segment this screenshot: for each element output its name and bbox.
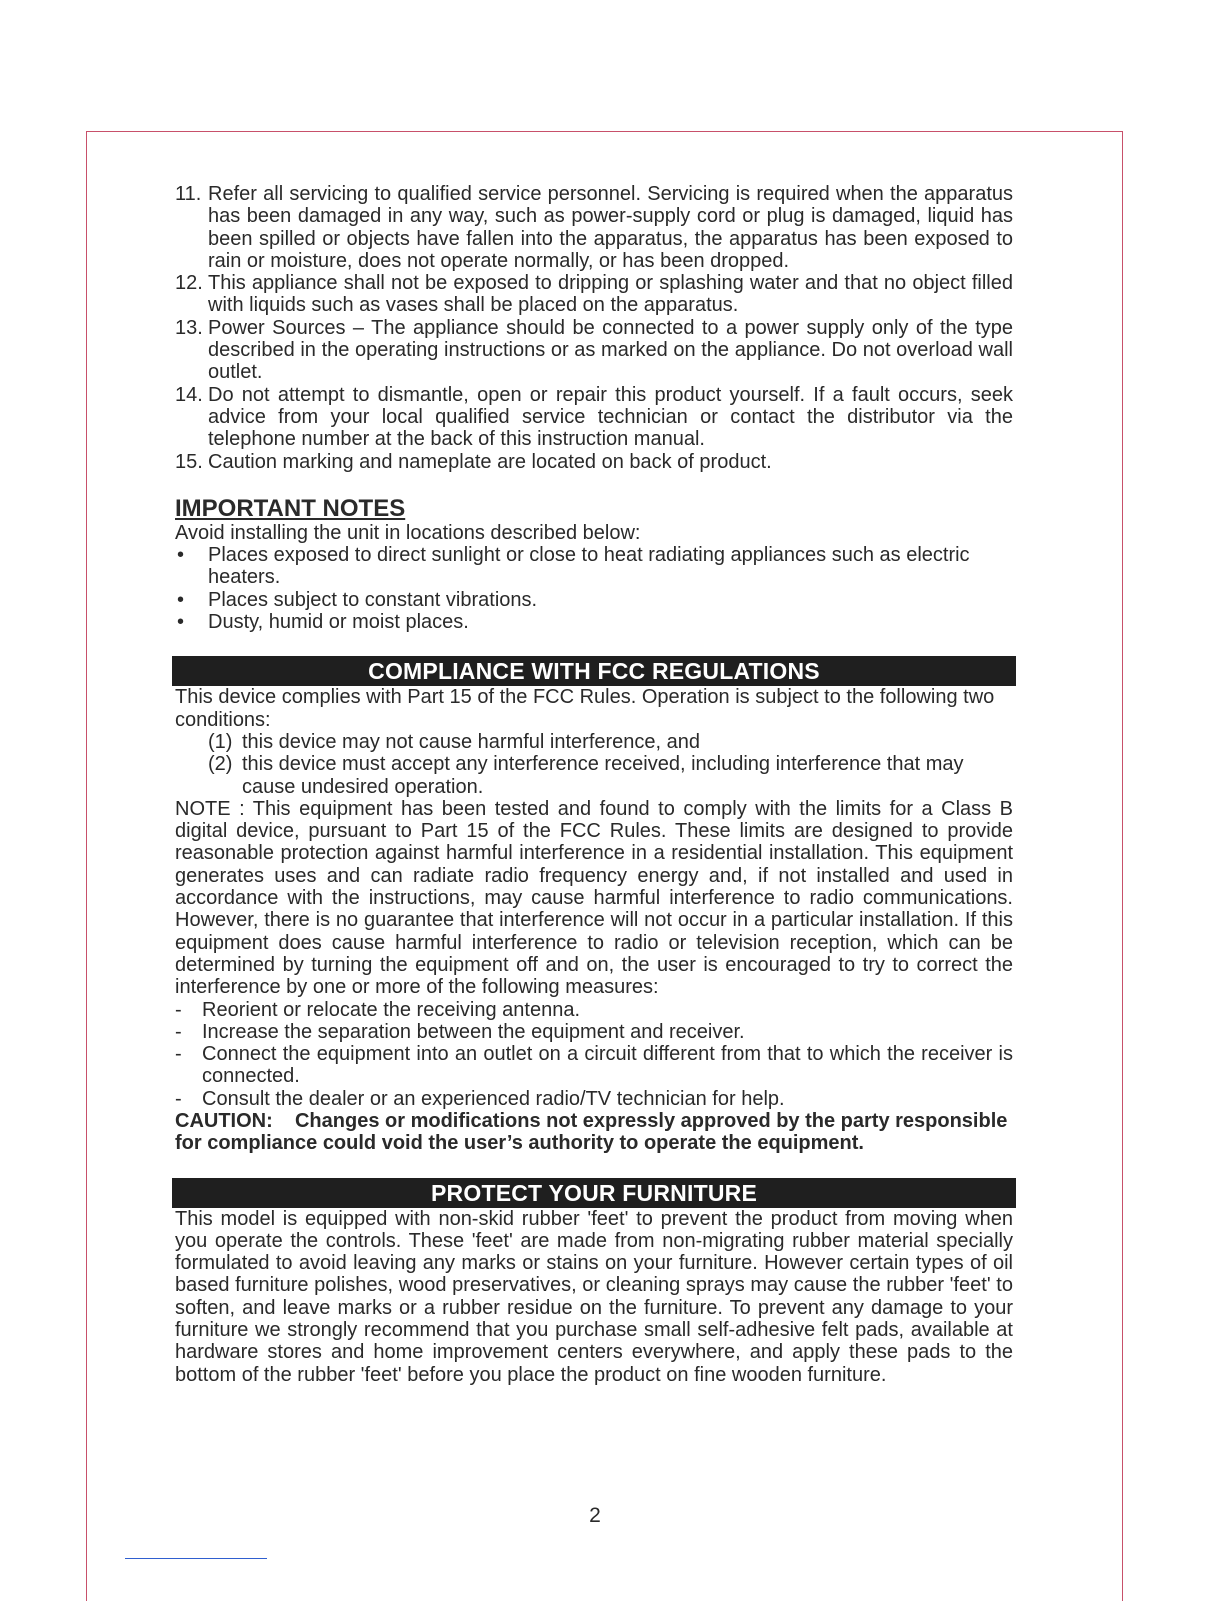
item-text: Power Sources – The appliance should be connected to a power supply only of the type described in the operating instructions or as marked on the appliance. Do not overload wall outlet. [208,316,1013,384]
important-notes-heading: IMPORTANT NOTES [175,494,406,522]
measure-item [175,1088,1013,1110]
fcc-intro: This device complies with Part 15 of the FCC Rules. Operation is subject to the following two conditions: [175,686,995,731]
bullet-item [175,544,1013,589]
fcc-note: NOTE : This equipment has been tested and found to comply with the limits for a Class B digital device, pursuant to Part 15 of the FCC Rules. These limits are designed to provide reasonable protection against harmful interference in a residential installation. This equipment generates uses and can radiate radio frequency energy and, if not installed and used in accordance with the instructions, may cause harmful interference to radio communications. However, there is no guarantee that interference will not occur in a particular installation. If this equipment does cause harmful interference to radio or television reception, which can be determined by turning the equipment off and on, the user is encouraged to try to correct the interference by one or more of the following measures: [175,797,1013,999]
dash-marker: - [175,998,182,1021]
item-text: Do not attempt to dismantle, open or repair this product yourself. If a fault occurs, seek advice from your local qualified service technician or contact the distributor via the telephone number at the back of this instruction manual. [208,383,1013,451]
dash-marker: - [175,1087,182,1110]
item-number: 13. [175,316,203,339]
item-text: This appliance shall not be exposed to dripping or splashing water and that no object filled with liquids such as vases shall be placed on the apparatus. [208,272,1013,317]
item-text: Refer all servicing to qualified service personnel. Servicing is required when the apparatus has been damaged in any way, such as power-supply cord or plug is damaged, liquid has been spilled or objects have fallen into the apparatus, the apparatus has been exposed to rain or moisture, does not operate normally, or has been dropped. [208,183,1013,272]
measure-item [175,1021,1013,1043]
safety-item-15 [175,451,1013,473]
bullet-text: Places exposed to direct sunlight or close to heat radiating appliances such as electric heaters. [208,544,970,589]
bullet-text: Places subject to constant vibrations. [208,588,538,611]
footer-link-line [125,1558,267,1559]
bullet-icon: • [177,544,185,567]
manual-content [175,183,1013,1386]
item-number: 11. [175,183,202,205]
measure-item [175,1043,1013,1088]
bullet-text: Dusty, humid or moist places. [208,611,469,634]
item-number: 12. [175,272,203,295]
measure-text: Consult the dealer or an experienced radio/TV technician for help. [202,1087,785,1110]
condition-text: this device must accept any interference received, including interference that may cause undesired operation. [242,753,964,798]
measure-text: Reorient or relocate the receiving antenna. [202,998,581,1021]
furniture-text: This model is equipped with non-skid rubber 'feet' to prevent the product from moving when you operate the controls. These 'feet' are made from non-migrating rubber material specially formulated to avoid leaving any marks or stains on your furniture. However certain types of oil based furniture polishes, wood preservatives, or cleaning sprays may cause the rubber 'feet' to soften, and leave marks or a rubber residue on the furniture. To prevent any damage to your furniture we strongly recommend that you purchase small self-adhesive felt pads, available at hardware stores and home improvement centers everywhere, and apply these pads to the bottom of the rubber 'feet' before you place the product on fine wooden furniture. [175,1207,1013,1386]
fcc-heading-banner: COMPLIANCE WITH FCC REGULATIONS [172,656,1016,686]
item-number: 15. [175,450,203,473]
safety-item-13 [175,317,1013,384]
safety-item-14 [175,384,1013,451]
measure-text: Increase the separation between the equipment and receiver. [202,1020,745,1043]
fcc-condition [175,731,1013,753]
safety-list [175,183,1013,473]
furniture-heading-banner: PROTECT YOUR FURNITURE [172,1178,1016,1208]
measure-item [175,999,1013,1021]
fcc-condition [175,753,1013,798]
safety-item-11 [175,183,1013,272]
page-number: 2 [589,1504,601,1527]
condition-number: (1) [208,730,233,753]
condition-number: (2) [208,753,233,776]
dash-marker: - [175,1020,182,1043]
bullet-icon: • [177,611,185,634]
fcc-caution: CAUTION: Changes or modifications not expressly approved by the party responsible for compliance could void the user’s authority to operate the equipment. [175,1109,1013,1155]
item-text: Caution marking and nameplate are located on back of product. [208,450,772,473]
bullet-item [175,589,1013,611]
safety-item-12 [175,272,1013,317]
dash-marker: - [175,1043,182,1066]
condition-text: this device may not cause harmful interference, and [242,730,701,753]
important-notes-intro: Avoid installing the unit in locations described below: [175,521,641,544]
item-number: 14. [175,383,203,406]
bullet-item [175,611,1013,633]
bullet-icon: • [177,588,185,611]
measure-text: Connect the equipment into an outlet on a circuit different from that to which the receiver is connected. [202,1043,1013,1088]
